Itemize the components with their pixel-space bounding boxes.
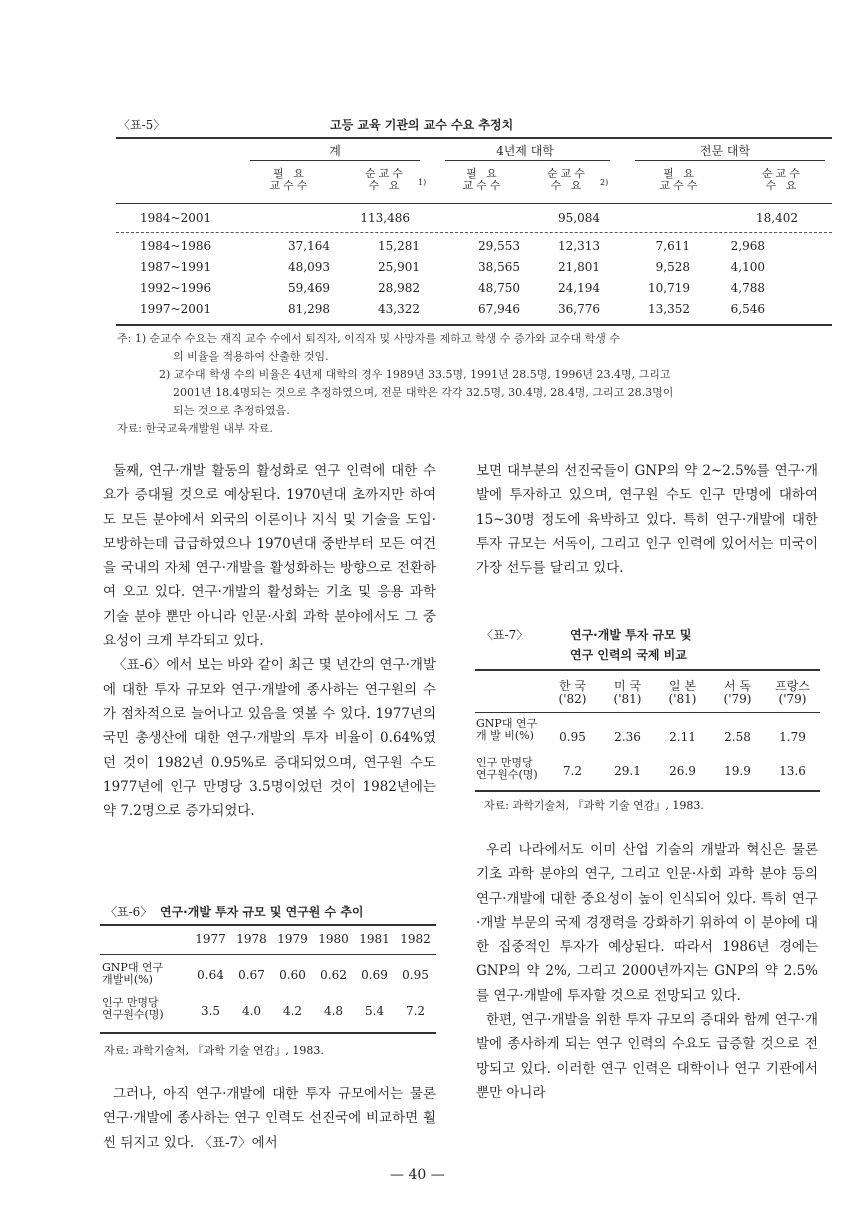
- table5-row-period: 1992~1996: [140, 281, 212, 295]
- table5-cell: 15,281: [378, 239, 420, 253]
- table7-label: 〈표-7〉: [481, 628, 529, 642]
- page-number: — 40 —: [390, 1167, 445, 1183]
- table5-cell: 28,982: [378, 281, 420, 295]
- table6-cell: 4.8: [323, 1004, 344, 1018]
- table6-cell: 0.95: [402, 968, 429, 982]
- table5-cell: 43,322: [378, 302, 420, 316]
- left-para-2: 〈표-6〉에서 보는 바와 같이 최근 몇 년간의 연구·개발에 대한 투자 규모와 연구·개발에 종사하는 연구원의 수가 점차적으로 늘어나고 있음을 엿볼 수 있다. 1977년의 국민 총생산에 대한 연구·개발의 투자 비율이 0.64%였던 것이 1982년 0.95%로 증대되었으며, 연구원 수도 1977년에 인구 만명당 3.5명이었던 것이 1982년에는 약 7.2명으로 증가되었다.: [103, 657, 436, 820]
- table5-note-line: 2) 교수대 학생 수의 비율은 4년제 대학의 경우 1989년 33.5명, 1991년 28.5명, 1996년 23.4명, 그리고: [159, 368, 671, 381]
- table7-country-header: 서 독 ('79): [723, 679, 752, 706]
- table5-dash-rule: [116, 232, 832, 233]
- table5-total-period: 1984~2001: [140, 211, 212, 225]
- table7-cell: 2.11: [669, 730, 696, 744]
- table7-cell: 2.58: [724, 730, 751, 744]
- table6-bottom-rule: [100, 1032, 436, 1034]
- table7-country-header: 프랑스 ('79): [775, 679, 810, 706]
- table5-cell: 81,298: [288, 302, 330, 316]
- table5-total-v2: 95,084: [558, 211, 600, 225]
- table7-cell: 19.9: [724, 764, 751, 778]
- table5-row-period: 1987~1991: [140, 260, 212, 274]
- table6-year-header: 1977: [195, 932, 226, 946]
- table5-row-period: 1984~1986: [140, 239, 212, 253]
- table6-cell: 4.2: [282, 1004, 303, 1018]
- table5-sub-need-1: 필 요 교수수: [269, 167, 311, 192]
- table6-source: 자료: 과학기술처, 『과학 기술 연감』, 1983.: [104, 1044, 324, 1057]
- right-column-upper: [476, 459, 818, 580]
- table5-note-line: 되는 것으로 추정하였음.: [173, 404, 290, 417]
- table7-cell: 13.6: [779, 764, 806, 778]
- table5-source: 자료: 한국교육개발원 내부 자료.: [117, 422, 273, 435]
- table5-cell: 67,946: [478, 302, 520, 316]
- table7-title-1: 연구·개발 투자 규모 및: [570, 628, 692, 642]
- table6-cell: 0.69: [361, 968, 388, 982]
- table6-cell: 0.60: [279, 968, 306, 982]
- left-para-1: 둘째, 연구·개발 활동의 활성화로 연구 인력에 대한 수요가 증대될 것으로 예상된다. 1970년대 초까지만 하여도 모든 분야에서 외국의 이론이나 지식 및 기술을 도입·모방하는데 급급하였으나 1970년대 중반부터 모든 여건을 국내의 자체 연구·개발을 활성화하는 방향으로 전환하여 오고 있다. 연구·개발의 활성화는 기초 및 응용 과학 기술 분야 뿐만 아니라 인문·사회 과학 분야에서도 그 중요성이 크게 부각되고 있다.: [103, 463, 436, 650]
- table6-cell: 0.64: [197, 968, 224, 982]
- table7-cell: 26.9: [669, 764, 696, 778]
- table5-cell: 9,528: [655, 260, 690, 274]
- table5-cell: 48,093: [288, 260, 330, 274]
- table7-top-rule: [475, 669, 820, 671]
- table7-cell: 1.79: [779, 730, 806, 744]
- table7-cell: 0.95: [559, 730, 586, 744]
- table5-note-mark-2: 2): [600, 178, 609, 187]
- table5-total-v3: 18,402: [756, 211, 798, 225]
- table7-bottom-rule: [475, 790, 820, 792]
- table5-cell: 36,776: [558, 302, 600, 316]
- table6-row1-label: GNP대 연구 개발비(%): [102, 961, 164, 986]
- table5-cell: 2,968: [730, 239, 765, 253]
- table5-group-univ: 4년제 대학: [496, 144, 554, 158]
- table5-cell: 24,194: [558, 281, 600, 295]
- table7-cell: 2.36: [614, 730, 641, 744]
- table5-sub-net-1: 순교수 수 요: [365, 167, 406, 192]
- table5-cell: 21,801: [558, 260, 600, 274]
- table5-total-v1: 113,486: [360, 211, 410, 225]
- right-column-lower: [476, 838, 818, 1105]
- table5-header-rule: [116, 203, 832, 204]
- table7-country-header: 미 국 ('81): [613, 679, 642, 706]
- table6-year-header: 1981: [359, 932, 390, 946]
- right-para-2: 우리 나라에서도 이미 산업 기술의 개발과 혁신은 물론 기초 과학 분야의 연구, 그리고 인문·사회 과학 분야 등의 연구·개발에 대한 중요성이 높이 인식되어 있다. 특히 연구·개발 부문의 국제 경쟁력을 강화하기 위하여 이 분야에 대한 집중적인 투자가 예상된다. 따라서 1986년 경에는 GNP의 약 2%, 그리고 2000년까지는 GNP의 약 2.5%를 연구·개발에 투자할 것으로 전망되고 있다.: [476, 842, 818, 1004]
- table5-cell: 48,750: [478, 281, 520, 295]
- table5-sub-net-2: 순교수 수 요: [547, 167, 588, 192]
- table5-group-total: 계: [329, 144, 341, 158]
- table6-label: 〈표-6〉: [105, 905, 153, 919]
- table6-year-header: 1982: [400, 932, 431, 946]
- table6-year-header: 1978: [236, 932, 267, 946]
- table5-note-line: 2001년 18.4명되는 것으로 추정하였으며, 전문 대학은 각각 32.5명, 30.4명, 28.4명, 그리고 28.3명이: [173, 386, 674, 399]
- table7-country-header: 일 본 ('81): [668, 679, 697, 706]
- table6-cell: 0.62: [320, 968, 347, 982]
- table7-row2-label: 인구 만명당 연구원수(명): [476, 756, 538, 781]
- table5-note-line: 의 비율을 적용하여 산출한 것임.: [173, 350, 329, 363]
- table5-cell: 6,546: [730, 302, 765, 316]
- right-para-3: 한편, 연구·개발을 위한 투자 규모의 증대와 함께 연구·개발에 종사하게 되는 연구 인력의 수요도 급증할 것으로 전망되고 있다. 이러한 연구 인력은 대학이나 연구 기관에서 뿐만 아니라: [476, 1012, 818, 1101]
- table5-cell: 37,164: [288, 239, 330, 253]
- table5-cell: 12,313: [558, 239, 600, 253]
- table6-row2-label: 인구 만명당 연구원수(명): [102, 996, 164, 1021]
- table5-cell: 29,553: [478, 239, 520, 253]
- table7-header-rule: [475, 712, 820, 713]
- right-para-1: 보면 대부분의 선진국들이 GNP의 약 2~2.5%를 연구·개발에 투자하고 있으며, 연구원 수도 인구 만명에 대하여 15~30명 정도에 육박하고 있다. 특히 연구·개발에 대한 투자 규모는 서독이, 그리고 인구 인력에 있어서는 미국이 가장 선두를 달리고 있다.: [476, 463, 818, 577]
- table5-title: 고등 교육 기관의 교수 수요 추정치: [330, 118, 514, 132]
- table5-cell: 4,100: [730, 260, 765, 274]
- table7-country-header: 한 국 ('82): [558, 679, 587, 706]
- table6-header-rule: [100, 954, 436, 955]
- table5-cell: 59,469: [288, 281, 330, 295]
- table6-year-header: 1980: [318, 932, 349, 946]
- table5-sub-need-3: 필 요 교수수: [659, 167, 701, 192]
- table6-cell: 4.0: [241, 1004, 262, 1018]
- table7-source: 자료: 과학기술처, 『과학 기술 연감』, 1983.: [484, 799, 704, 812]
- table6-top-rule: [100, 924, 436, 926]
- table5-group-rule-2: [445, 160, 610, 161]
- table5-top-rule: [116, 137, 832, 139]
- table7-cell: 7.2: [562, 764, 583, 778]
- table5-cell: 13,352: [648, 302, 690, 316]
- table5-sub-net-3: 순교수 수 요: [762, 167, 803, 192]
- table5-cell: 4,788: [730, 281, 765, 295]
- table5-note-line: 주: 1) 순교수 수요는 재직 교수 수에서 퇴직자, 이직자 및 사망자를 제하고 학생 수 증가와 교수대 학생 수: [117, 332, 620, 345]
- table5-label: 〈표-5〉: [118, 118, 166, 132]
- table5-sub-need-2: 필 요 교수수: [462, 167, 504, 192]
- table5-note-mark-1: 1): [418, 178, 427, 187]
- table5-notes: [117, 330, 829, 438]
- table6-cell: 7.2: [405, 1004, 426, 1018]
- table5-bottom-rule: [116, 324, 832, 326]
- table7-cell: 29.1: [614, 764, 641, 778]
- table5-cell: 38,565: [478, 260, 520, 274]
- table5-row-period: 1997~2001: [140, 302, 212, 316]
- table5-group-rule-3: [635, 160, 825, 161]
- table5-cell: 25,901: [378, 260, 420, 274]
- table6-cell: 5.4: [364, 1004, 385, 1018]
- table7-row1-label: GNP대 연구 개 발 비(%): [476, 717, 538, 742]
- table5-group-rule-1: [250, 160, 420, 161]
- table6-title: 연구·개발 투자 규모 및 연구원 수 추이: [160, 905, 364, 919]
- left-column-lower: [103, 1082, 436, 1155]
- left-para-3: 그러나, 아직 연구·개발에 대한 투자 규모에서는 물론 연구·개발에 종사하는 연구 인력도 선진국에 비교하면 훨씬 뒤지고 있다. 〈표-7〉에서: [103, 1086, 436, 1151]
- left-column-upper: [103, 459, 436, 823]
- table7-title-2: 연구 인력의 국제 비교: [570, 648, 687, 662]
- table5-group-college: 전문 대학: [699, 144, 751, 158]
- table5-cell: 10,719: [648, 281, 690, 295]
- table5-cell: 7,611: [655, 239, 690, 253]
- table6-cell: 3.5: [200, 1004, 221, 1018]
- table6-year-header: 1979: [277, 932, 308, 946]
- table6-cell: 0.67: [238, 968, 265, 982]
